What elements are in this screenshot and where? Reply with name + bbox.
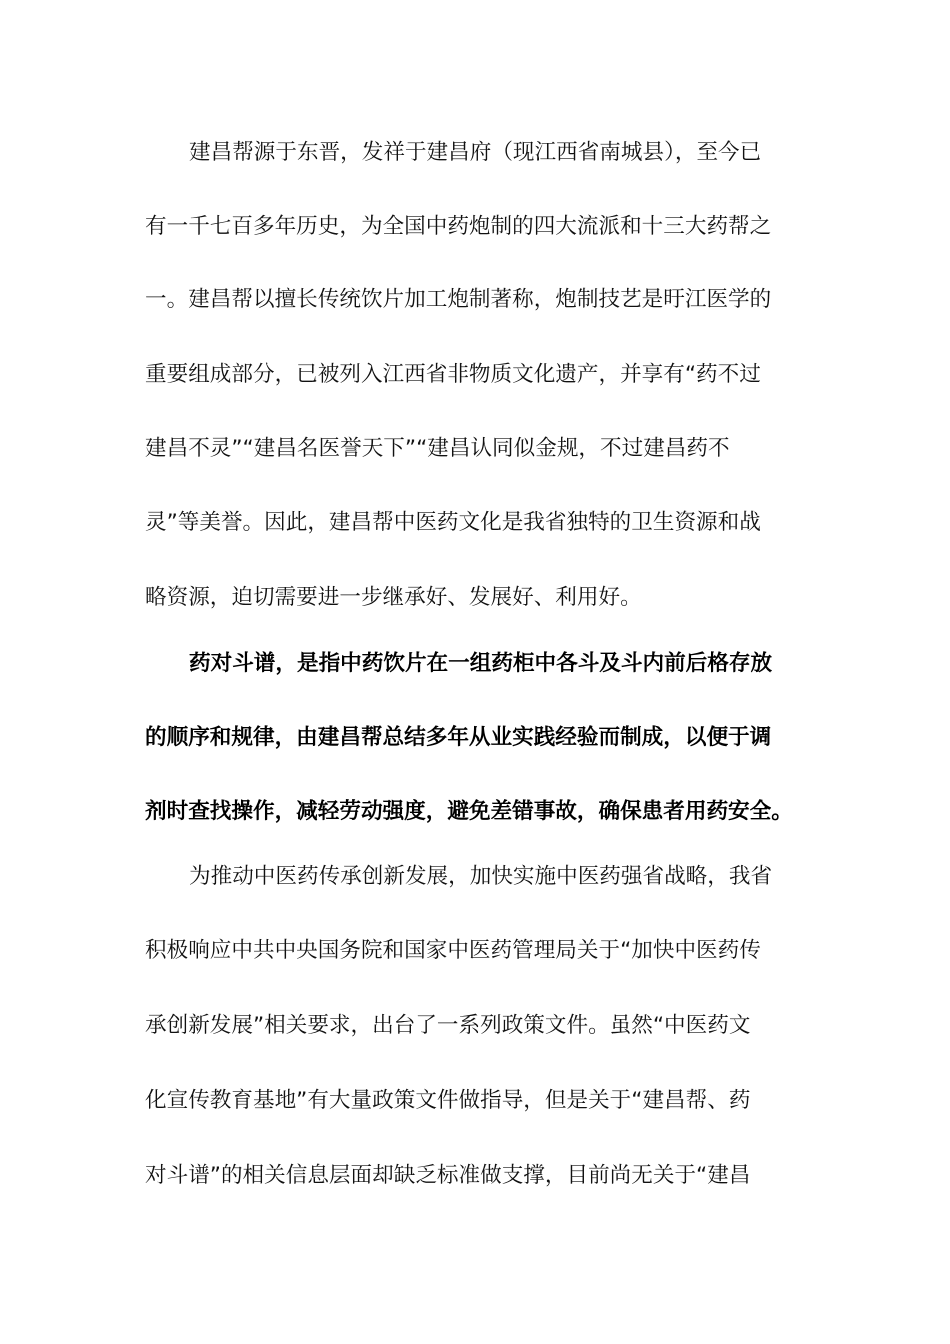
paragraph-1-line-4: 重要组成部分，已被列入江西省非物质文化遗产，并享有“药不过 (145, 362, 761, 387)
paragraph-2-line-2: 的顺序和规律，由建昌帮总结多年从业实践经验而制成，以便于调 (145, 725, 772, 750)
paragraph-1-line-1: 建昌帮源于东晋，发祥于建昌府（现江西省南城县），至今已 (189, 140, 762, 165)
paragraph-1-line-2: 有一千七百多年历史，为全国中药炮制的四大流派和十三大药帮之 (145, 214, 772, 239)
paragraph-1-line-3: 一。建昌帮以擅长传统饮片加工炮制著称，炮制技艺是旴江医学的 (145, 287, 772, 312)
paragraph-3-line-4: 化宣传教育基地”有大量政策文件做指导，但是关于“建昌帮、药 (145, 1088, 751, 1113)
paragraph-3-line-3: 承创新发展”相关要求，出台了一系列政策文件。虽然“中医药文 (145, 1013, 751, 1038)
paragraph-1-line-7: 略资源，迫切需要进一步继承好、发展好、利用好。 (145, 585, 642, 610)
paragraph-3-line-1: 为推动中医药传承创新发展，加快实施中医药强省战略，我省 (189, 864, 773, 889)
paragraph-3-line-5: 对斗谱”的相关信息层面却缺乏标准做支撑，目前尚无关于“建昌 (145, 1163, 751, 1188)
paragraph-1-line-5: 建昌不灵”“建昌名医誉天下”“建昌认同似金规，不过建昌药不 (145, 436, 730, 461)
paragraph-1-line-6: 灵”等美誉。因此，建昌帮中医药文化是我省独特的卫生资源和战 (145, 510, 761, 535)
paragraph-2-line-3: 剂时查找操作，减轻劳动强度，避免差错事故，确保患者用药安全。 (145, 799, 793, 824)
paragraph-2-line-1: 药对斗谱，是指中药饮片在一组药柜中各斗及斗内前后格存放 (189, 651, 773, 676)
paragraph-3-line-2: 积极响应中共中央国务院和国家中医药管理局关于“加快中医药传 (145, 938, 761, 963)
